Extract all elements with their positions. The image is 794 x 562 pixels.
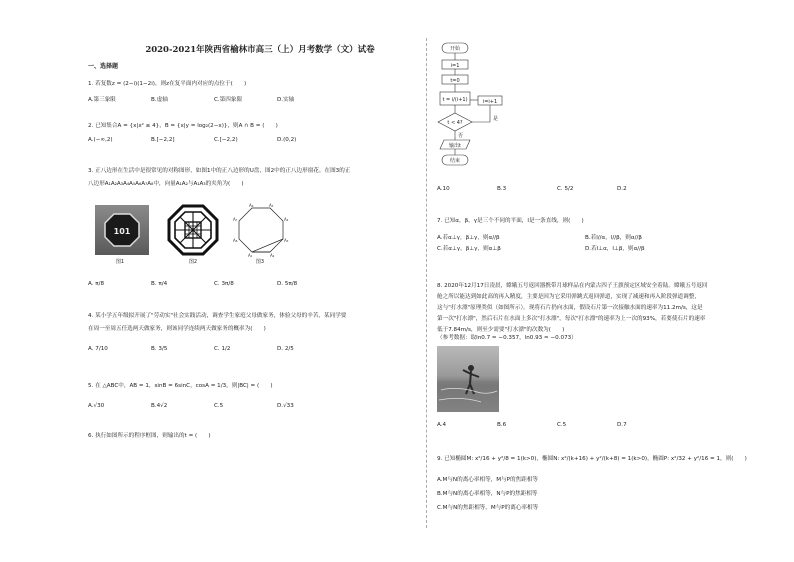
question-3-options [88,281,340,287]
flowchart-output: 输出t [449,143,461,149]
question-7: 7. 已知α，β，γ是三个不同的平面，l是一条直线，则( ) [437,218,584,224]
question-8-options [437,422,677,428]
option-a: A.若α⊥γ，β⊥γ，则α//β [437,235,500,241]
option-d: D. 5π/8 [277,281,298,287]
svg-text:101: 101 [113,227,131,236]
question-5-options [88,403,340,409]
svg-text:A₇: A₇ [233,217,238,222]
flowchart-no: 否 [458,133,464,139]
question-5: 5. 在 △ABC中，AB = 1，sinB = 6sinC，cosA = 1/3，则|BC| = ( ) [88,383,273,389]
option-d: D.若l⊥α，l⊥β，则α//β [585,246,645,252]
question-9: 9. 已知椭圆M: x²/16 + y²/8 = 1(k>0)，椭圆N: x²/(k+16) + y²/(k+8) = 1(k>0)，椭圆P: x²/32 + y²/16 = 1，则( ) [437,456,747,462]
question-7-options-row1 [437,233,642,241]
flowchart-increment: i=i+1 [482,99,498,105]
question-7-options-row2 [437,244,645,252]
flowchart-init-i: i=1 [450,63,460,69]
svg-text:A₅: A₅ [269,203,274,208]
question-8-reference: （参考数据：取ln0.7 ≈ −0.357，ln0.93 ≈ −0.073） [437,335,577,341]
svg-text:A₁: A₁ [248,253,253,257]
question-2: 2. 已知集合A = {x|x² ≤ 4}，B = {x|y = log₂(2−x)}，则A ∩ B = ( ) [88,123,278,129]
option-a: A.(−∞,2) [88,137,113,143]
section-heading: 一、选择题 [88,63,119,70]
question-6: 6. 执行如图所示的程序框图，则输出的t = ( ) [88,433,211,439]
question-8 [437,283,708,342]
option-b: B.6 [497,422,507,428]
question-3-line2: 八边形A₁A₂A₃A₄A₅A₆A₇A₈中，向量A₁A₂与A₁A₃的夹角为( ) [88,181,244,187]
svg-text:A₃: A₃ [284,238,289,243]
flowchart-end: 结束 [449,158,461,164]
caption-figure-3: 图3 [255,259,265,265]
flowchart-diagram [432,40,512,170]
option-c: C.第四象限 [214,97,243,103]
option-c: C.[−2,2) [214,137,238,143]
flowchart-condition: t < 4? [447,120,463,126]
question-3-line1: 3. 正八边形在生活中是很常见的对称图形，如图1中的正八边形的U盘，图2中的正八边形窗花。在图3的正 [88,168,351,174]
svg-text:A₈: A₈ [233,238,238,243]
option-d: D.实轴 [277,97,295,103]
option-d: D. 2/5 [277,346,294,352]
question-6-options [437,186,677,192]
option-b: B.[−2,2] [151,137,175,143]
question-8-line: 低于7.84m/s，则至少需要"打水漂"的次数为( ) [437,327,565,333]
option-b: B.3 [497,186,507,192]
flowchart-yes: 是 [493,116,499,122]
flowchart-init-t: t=0 [450,78,460,84]
option-a: A.M与N的离心率相等，M与P的焦距相等 [437,477,539,483]
flowchart-loop-body: t = i/(i+1) [442,97,468,103]
question-8-line: 舱之所以能达到如此高的再入精度，主要是因为它采用弹跳式返回弹道，实现了减速和再入阶段弹道调整， [437,294,700,300]
option-c: C.若α⊥γ，β⊥γ，则α⊥β [437,246,501,252]
option-a: A.4 [437,422,447,428]
option-a: A.10 [437,186,450,192]
option-b: B.M与N的离心率相等，N与P的焦距相等 [437,491,538,497]
option-b: B. 3/5 [151,346,168,352]
stone-skipping-photo [437,346,499,412]
question-4-line1: 4. 某小学五年级拟开展了"劳动实"社会实践活动，调查学生家庭父母做家务，体验父母的辛苦，某同学要 [88,313,347,319]
question-8-line: 第一次"打水漂"，然后石片在水面上多次"打水漂"，每次"打水漂"的速率为上一次的93%，若要使石片的速率 [437,316,706,322]
question-8-line: 8. 2020年12月17日凌晨，嫦娥五号返回器携带月球样品在内蒙古四子王旗预定区域安全着陆。嫦娥五号返回 [437,283,708,289]
option-d: D.2 [617,186,627,192]
question-4-line2: 在周一至周五任选两天做家务，则该同学连续两天做家务的概率为( ) [88,326,266,332]
flowchart-start: 开始 [449,46,461,52]
caption-figure-2: 图2 [188,259,198,265]
svg-text:A₄: A₄ [284,217,289,222]
option-a: A. 7/10 [88,346,108,352]
figure-2-window-lattice [167,204,219,256]
svg-text:A₂: A₂ [270,253,275,257]
figure-1-usb-photo [95,205,149,255]
figure-3-octagon-diagram [232,203,290,257]
page-title: 2020-2021年陕西省榆林市高三（上）月考数学（文）试卷 [145,45,375,55]
column-divider [426,38,428,528]
option-b: B. π/4 [151,281,168,287]
option-c: C.5 [557,422,567,428]
question-4-options [88,346,340,352]
option-a: A.第三象限 [88,97,116,103]
question-8-line: 这与"打水漂"原理类似（如图所示）。现将石片扔向水面，假设石片第一次接触水面的速率为11.2m/s，这是 [437,305,703,311]
caption-figure-1: 图1 [115,259,125,265]
question-1: 1. 若复数z = (2−i)(1−2i)，则z在复平面内对应的点位于( ) [88,81,247,87]
option-d: D.7 [617,422,627,428]
option-c: C. 1/2 [214,346,231,352]
option-b: B.虚轴 [151,97,168,103]
option-a: A.√30 [88,403,105,409]
option-d: D.√33 [277,403,294,409]
question-1-options [88,95,340,103]
svg-text:A₆: A₆ [249,203,254,208]
option-c: C. 3π/8 [214,281,234,287]
option-c: C.5 [214,403,224,409]
option-c: C. 5/2 [557,186,574,192]
option-a: A. π/8 [88,281,105,287]
option-b: B.若l//α，l//β，则α//β [585,235,642,241]
question-2-options [88,137,340,143]
option-b: B.4√2 [151,403,168,409]
option-c: C.M与N的焦距相等，M与P的离心率相等 [437,505,539,511]
option-d: D.(0,2) [277,137,297,143]
